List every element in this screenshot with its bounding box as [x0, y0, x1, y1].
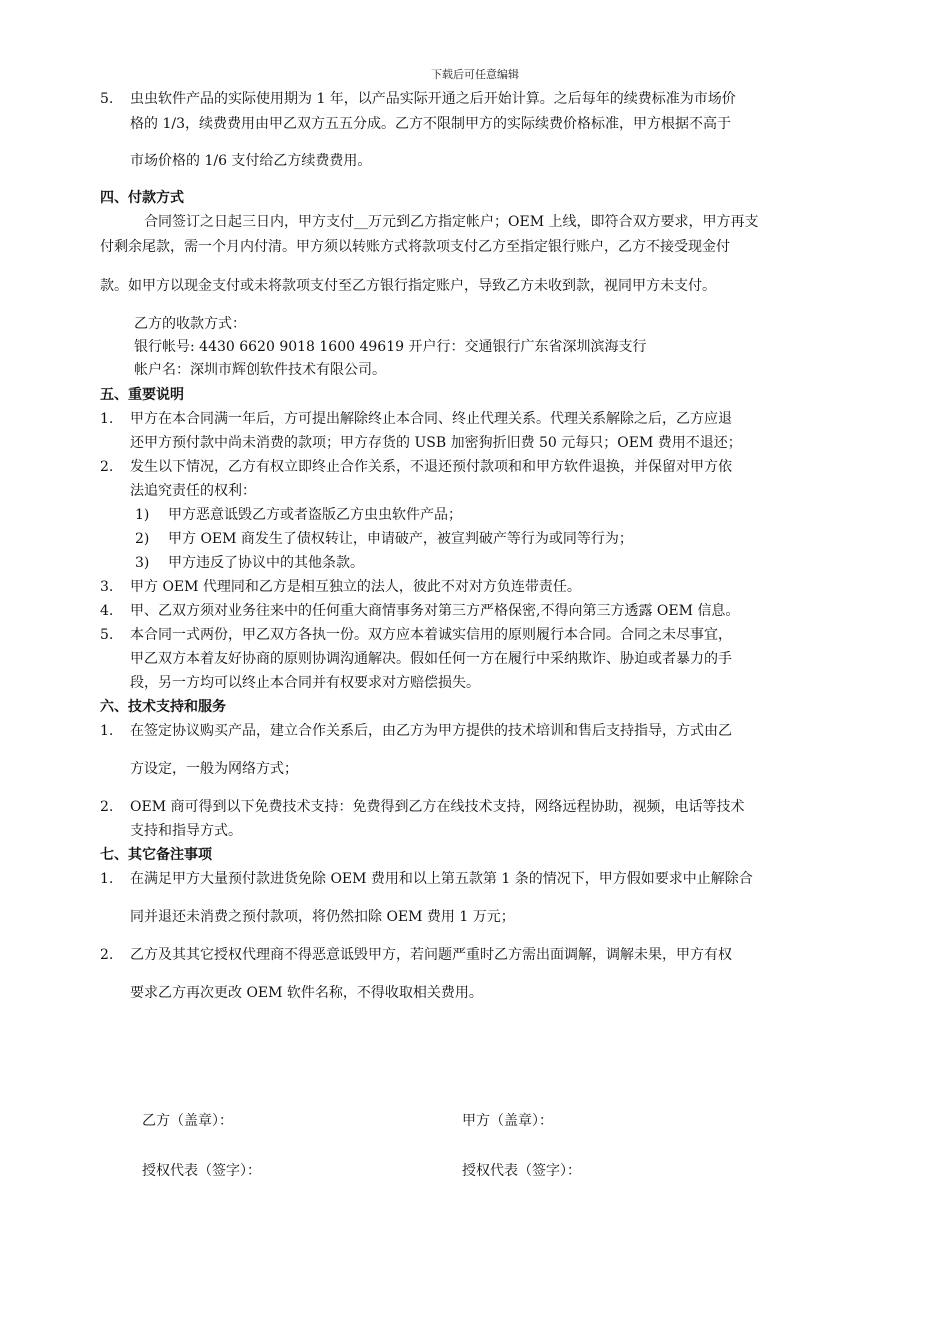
item-text: 还甲方预付款中尚未消费的款项；甲方存货的 USB 加密狗折旧费 50 元每只；OEM 费用不退还；	[130, 435, 742, 451]
sub-list-number: 1)	[135, 507, 150, 523]
item-text: OEM 商可得到以下免费技术支持：免费得到乙方在线技术支持，网络远程协助，视频，电话等技术	[130, 799, 745, 815]
list-number: 2.	[100, 947, 114, 963]
list-number: 1.	[100, 723, 114, 739]
list-number: 5.	[100, 627, 114, 643]
sub-list-number: 2)	[135, 531, 150, 547]
paragraph-text: 付剩余尾款，需一个月内付清。甲方须以转账方式将款项支付乙方至指定银行账户，乙方不接受现金付	[100, 239, 730, 255]
bank-info-label: 乙方的收款方式：	[134, 316, 246, 332]
list-item	[100, 578, 581, 596]
party-a-rep-label: 授权代表（签字）：	[462, 1163, 581, 1179]
item-text: 本合同一式两份，甲乙双方各执一份。双方应本着诚实信用的原则履行本合同。合同之未尽事宜，	[130, 627, 732, 643]
section-title-support: 六、技术支持和服务	[100, 699, 226, 715]
sub-list-item	[135, 530, 633, 548]
party-b-seal-label: 乙方（盖章）：	[142, 1113, 233, 1129]
party-b-rep-label: 授权代表（签字）：	[142, 1163, 261, 1179]
sub-item-text: 甲方恶意诋毁乙方或者盗版乙方虫虫软件产品；	[168, 507, 462, 523]
page-header-note: 下载后可任意编辑	[431, 68, 519, 81]
item-text: 甲、乙双方须对业务往来中的任何重大商情事务对第三方严格保密,不得向第三方透露 OEM 信息。	[130, 603, 740, 619]
item-text: 乙方及其其它授权代理商不得恶意诋毁甲方，若问题严重时乙方需出面调解，调解未果，甲方有权	[130, 947, 732, 963]
list-item	[100, 798, 744, 816]
item-text: 甲方 OEM 代理同和乙方是相互独立的法人，彼此不对对方负连带责任。	[130, 579, 581, 595]
sub-list-item	[135, 506, 462, 524]
paragraph-text: 款。如甲方以现金支付或未将款项支付至乙方银行指定账户，导致乙方未收到款，视同甲方未支付。	[100, 278, 716, 294]
item-text: 在满足甲方大量预付款进货免除 OEM 费用和以上第五款第 1 条的情况下，甲方假如要求中止解除合	[130, 871, 753, 887]
party-a-seal-label: 甲方（盖章）：	[462, 1113, 553, 1129]
sub-item-text: 甲方 OEM 商发生了债权转让，申请破产，被宣判破产等行为或同等行为；	[168, 531, 633, 547]
list-item	[100, 602, 739, 620]
account-name: 帐户名：深圳市辉创软件技术有限公司。	[134, 362, 386, 378]
list-item	[100, 722, 732, 740]
list-number: 1.	[100, 871, 114, 887]
item-text: 在签定协议购买产品，建立合作关系后，由乙方为甲方提供的技术培训和售后支持指导，方式由乙	[130, 723, 732, 739]
item-text: 格的 1/3，续费费用由甲乙双方五五分成。乙方不限制甲方的实际续费价格标准，甲方根据不高于	[130, 116, 731, 132]
item-text: 甲乙双方本着友好协商的原则协调沟通解决。假如任何一方在履行中采纳欺诈、胁迫或者暴力的手	[130, 651, 732, 667]
list-number: 4.	[100, 603, 114, 619]
item-text: 段，另一方均可以终止本合同并有权要求对方赔偿损失。	[130, 675, 480, 691]
item-text: 甲方在本合同满一年后，方可提出解除终止本合同、终止代理关系。代理关系解除之后，乙方应退	[130, 411, 732, 427]
sub-list-item	[135, 554, 364, 572]
list-item	[100, 946, 732, 964]
list-number: 2.	[100, 799, 114, 815]
item-text: 同并退还未消费之预付款项，将仍然扣除 OEM 费用 1 万元；	[130, 909, 515, 925]
item-text: 方设定，一般为网络方式；	[130, 761, 298, 777]
list-item	[100, 870, 753, 888]
list-item	[100, 410, 732, 428]
section-title-payment: 四、付款方式	[100, 190, 184, 206]
list-number: 2.	[100, 459, 114, 475]
sub-item-text: 甲方违反了协议中的其他条款。	[168, 555, 364, 571]
section-title-remarks: 七、其它备注事项	[100, 847, 212, 863]
sub-list-number: 3)	[135, 555, 150, 571]
list-number: 3.	[100, 579, 114, 595]
bank-account: 银行帐号: 4430 6620 9018 1600 49619 开户行：交通银行广东省深圳滨海支行	[134, 339, 647, 355]
list-item	[100, 626, 732, 644]
item-text: 市场价格的 1/6 支付给乙方续费费用。	[130, 153, 372, 169]
paragraph-text: 合同签订之日起三日内，甲方支付__万元到乙方指定帐户；OEM 上线，即符合双方要求，甲方再支	[144, 214, 759, 230]
list-item	[100, 90, 736, 108]
list-number: 5.	[100, 91, 114, 107]
list-number: 1.	[100, 411, 114, 427]
item-text: 虫虫软件产品的实际使用期为 1 年，以产品实际开通之后开始计算。之后每年的续费标准为市场价	[130, 91, 736, 107]
item-text: 要求乙方再次更改 OEM 软件名称，不得收取相关费用。	[130, 985, 483, 1001]
section-title-notes: 五、重要说明	[100, 387, 184, 403]
item-text: 发生以下情况，乙方有权立即终止合作关系，不退还预付款项和和甲方软件退换，并保留对甲方依	[130, 459, 732, 475]
item-text: 法追究责任的权利：	[130, 483, 256, 499]
list-item	[100, 458, 732, 476]
item-text: 支持和指导方式。	[130, 823, 242, 839]
